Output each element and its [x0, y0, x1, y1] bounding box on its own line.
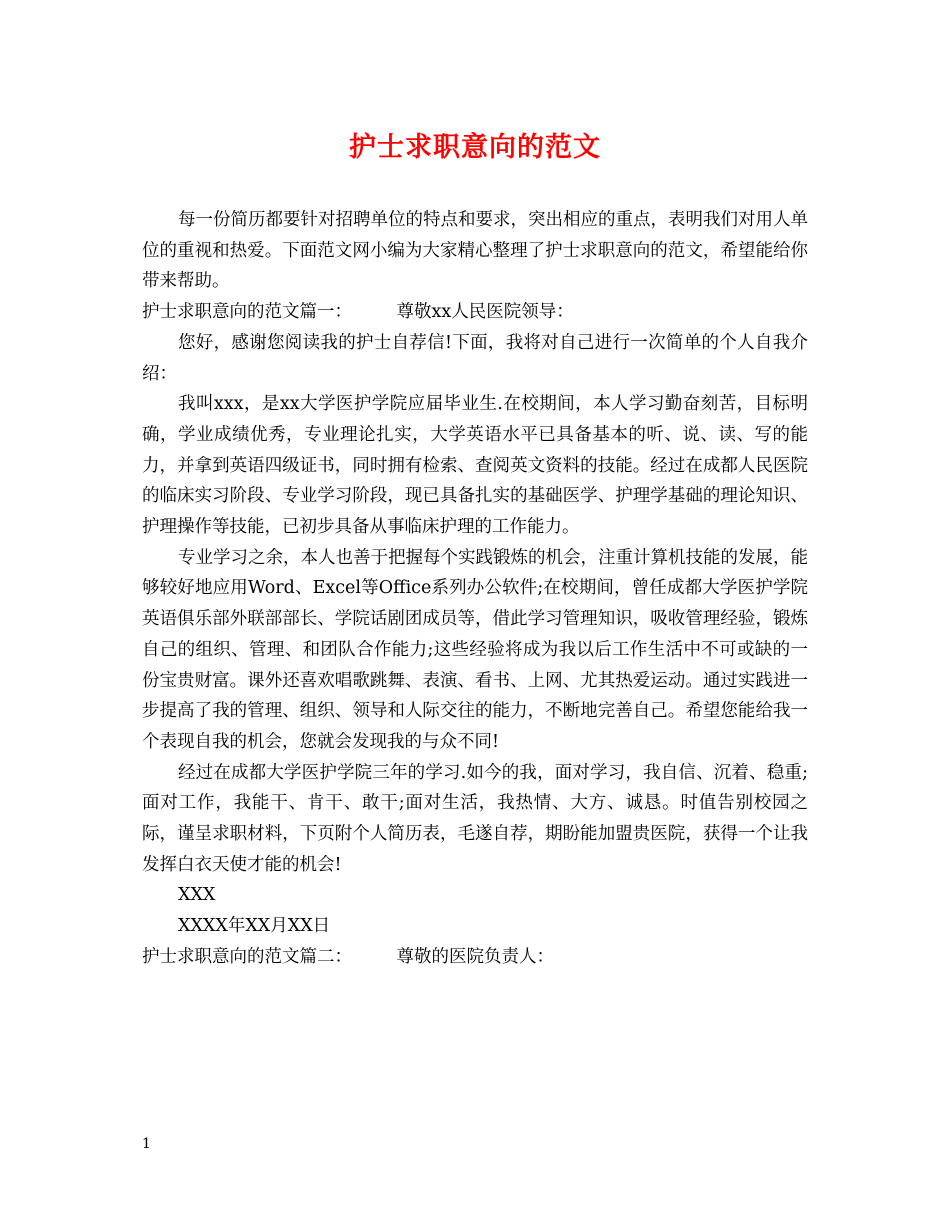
- body-paragraph-3: 经过在成都大学医护学院三年的学习.如今的我，面对学习，我自信、沉着、稳重;面对工作，我能干、肯干、敢干;面对生活，我热情、大方、诚恳。时值告别校园之际，谨呈求职材料，下页附个人简历表，毛遂自荐，期盼能加盟贵医院，获得一个让我发挥白衣天使才能的机会!: [142, 762, 808, 875]
- greeting-paragraph: 您好，感谢您阅读我的护士自荐信!下面，我将对自己进行一次简单的个人自我介绍：: [142, 332, 808, 384]
- intro-paragraph: 每一份简历都要针对招聘单位的特点和要求，突出相应的重点，表明我们对用人单位的重视和热爱。下面范文网小编为大家精心整理了护士求职意向的范文，希望能给你带来帮助。: [142, 210, 808, 292]
- body-paragraph-1: 我叫xxx，是xx大学医护学院应届毕业生.在校期间，本人学习勤奋刻苦，目标明确，学业成绩优秀，专业理论扎实，大学英语水平已具备基本的听、说、读、写的能力，并拿到英语四级证书，同时拥有检索、查阅英文资料的技能。经过在成都人民医院的临床实习阶段、专业学习阶段，现已具备扎实的基础医学、护理学基础的理论知识、护理操作等技能，已初步具备从事临床护理的工作能力。: [142, 394, 808, 538]
- signature-line: XXX: [178, 885, 216, 906]
- document-title: 护士求职意向的范文: [349, 132, 601, 163]
- body-paragraph-2: 专业学习之余，本人也善于把握每个实践锻炼的机会，注重计算机技能的发展，能够较好地应用Word、Excel等Office系列办公软件;在校期间，曾任成都大学医护学院英语俱乐部外联部部长、学院话剧团成员等，借此学习管理知识，吸收管理经验，锻炼自己的组织、管理、和团队合作能力;这些经验将成为我以后工作生活中不可或缺的一份宝贵财富。课外还喜欢唱歌跳舞、表演、看书、上网、尤其热爱运动。通过实践进一步提高了我的管理、组织、领导和人际交往的能力，不断地完善自己。希望您能给我一个表现自我的机会，您就会发现我的与众不同!: [142, 547, 808, 752]
- section-heading-2: 护士求职意向的范文篇二： 尊敬的医院负责人：: [142, 946, 555, 967]
- section-heading-1: 护士求职意向的范文篇一： 尊敬xx人民医院领导：: [142, 302, 574, 323]
- date-line: XXXX年XX月XX日: [178, 916, 331, 937]
- page-number: 1: [142, 1136, 151, 1152]
- document-body: [142, 205, 808, 973]
